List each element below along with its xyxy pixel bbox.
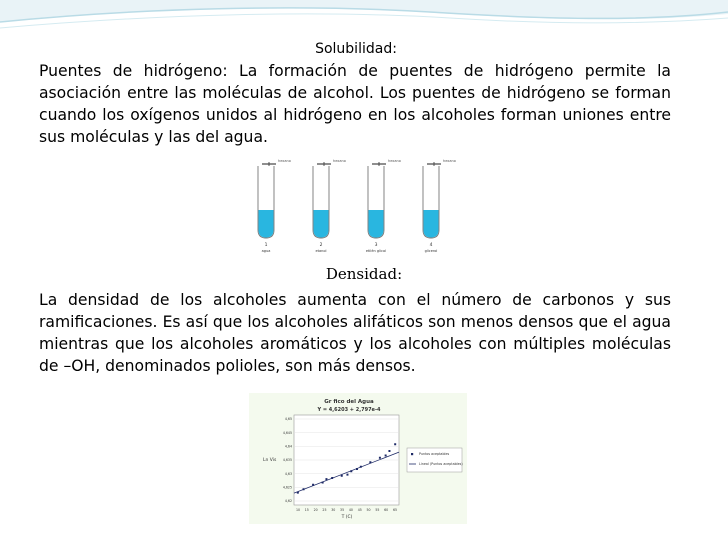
y-tick-label: 4,645 — [282, 430, 292, 435]
x-tick-label: 55 — [375, 508, 380, 512]
x-tick-label: 25 — [322, 508, 327, 512]
tube-cap-label: hexano — [278, 159, 291, 163]
tube-cap-label: hexano — [333, 159, 346, 163]
tube-name: etanol — [315, 249, 327, 253]
x-tick-label: 60 — [384, 508, 389, 512]
x-tick-label: 65 — [392, 508, 398, 512]
tube-name: etilén glicol — [365, 249, 387, 253]
tube-number: 3 — [374, 243, 378, 248]
test-tubes-image — [248, 156, 474, 260]
x-tick-label: 15 — [304, 508, 309, 512]
water-chart — [249, 393, 467, 524]
data-point — [388, 450, 390, 452]
data-point — [297, 492, 299, 494]
tube-number: 4 — [429, 243, 433, 248]
data-point — [325, 478, 327, 480]
y-tick-label: 4,625 — [282, 485, 292, 490]
data-point — [350, 470, 352, 472]
data-point — [356, 468, 358, 470]
tube-number: 1 — [264, 243, 268, 248]
data-point — [303, 488, 305, 490]
x-tick-label: 50 — [366, 508, 371, 512]
tube-liquid — [259, 210, 274, 238]
legend-entry-points: Puntos aceptables — [419, 452, 450, 456]
legend-marker — [411, 453, 413, 455]
x-tick-label: 45 — [357, 508, 362, 512]
y-tick-label: 4,62 — [284, 499, 292, 504]
test-tube — [423, 159, 456, 253]
y-tick-label: 4,63 — [284, 471, 292, 476]
x-axis-label: T (C) — [341, 515, 353, 520]
data-point — [394, 443, 396, 445]
data-point — [312, 484, 314, 486]
data-point — [331, 477, 333, 479]
tube-cap-label: hexano — [388, 159, 401, 163]
data-point — [379, 457, 381, 459]
data-point — [346, 474, 348, 476]
density-paragraph: La densidad de los alcoholes aumenta con el número de carbonos y sus ramificaciones. Es así que los alcoholes alifáticos son menos densos que el agua mientras que los alcoholes aromáticos y los alcoholes con múltiples moléculas de –OH, denominados polioles, son más densos. — [39, 291, 671, 375]
tube-name: glicerol — [424, 249, 438, 253]
test-tube — [258, 159, 291, 253]
tube-liquid — [424, 210, 439, 238]
solubility-title: Solubilidad: — [315, 41, 397, 57]
x-tick-label: 20 — [313, 508, 318, 512]
chart-title: Gr fico del Agua — [324, 399, 374, 405]
tube-name: agua — [261, 249, 271, 253]
y-tick-label: 4,635 — [282, 458, 292, 463]
tube-liquid — [369, 210, 384, 238]
test-tube — [366, 159, 401, 253]
test-tubes-figure — [248, 156, 474, 260]
tube-number: 2 — [319, 243, 323, 248]
data-point — [385, 455, 387, 457]
data-point — [369, 461, 371, 463]
y-axis-label: Ln Vis — [263, 458, 277, 463]
water-chart-image — [249, 393, 467, 524]
y-tick-label: 4,65 — [284, 417, 292, 422]
legend-entry-trendline: Lineal (Puntos aceptables) — [419, 462, 463, 466]
x-tick-label: 35 — [340, 508, 345, 512]
tube-cap-label: hexano — [443, 159, 456, 163]
density-title: Densidad: — [325, 265, 403, 283]
data-point — [341, 475, 343, 477]
chart-legend — [407, 448, 463, 472]
y-tick-label: 4,64 — [284, 444, 292, 449]
tube-liquid — [314, 210, 329, 238]
x-tick-label: 40 — [348, 508, 353, 512]
chart-subtitle: Y = 4,6203 + 2,797e-4 — [317, 407, 381, 413]
solubility-paragraph: Puentes de hidrógeno: La formación de puentes de hidrógeno permite la asociación entre las moléculas de alcohol. Los puentes de hidrógeno se forman cuando los oxígenos unidos al hidrógeno en los alcoholes forman uniones entre sus moléculas y las del agua. — [39, 62, 671, 146]
x-tick-label: 30 — [331, 508, 336, 512]
data-point — [322, 482, 324, 484]
x-tick-label: 10 — [295, 508, 301, 512]
test-tube — [313, 159, 346, 253]
data-point — [360, 466, 362, 468]
